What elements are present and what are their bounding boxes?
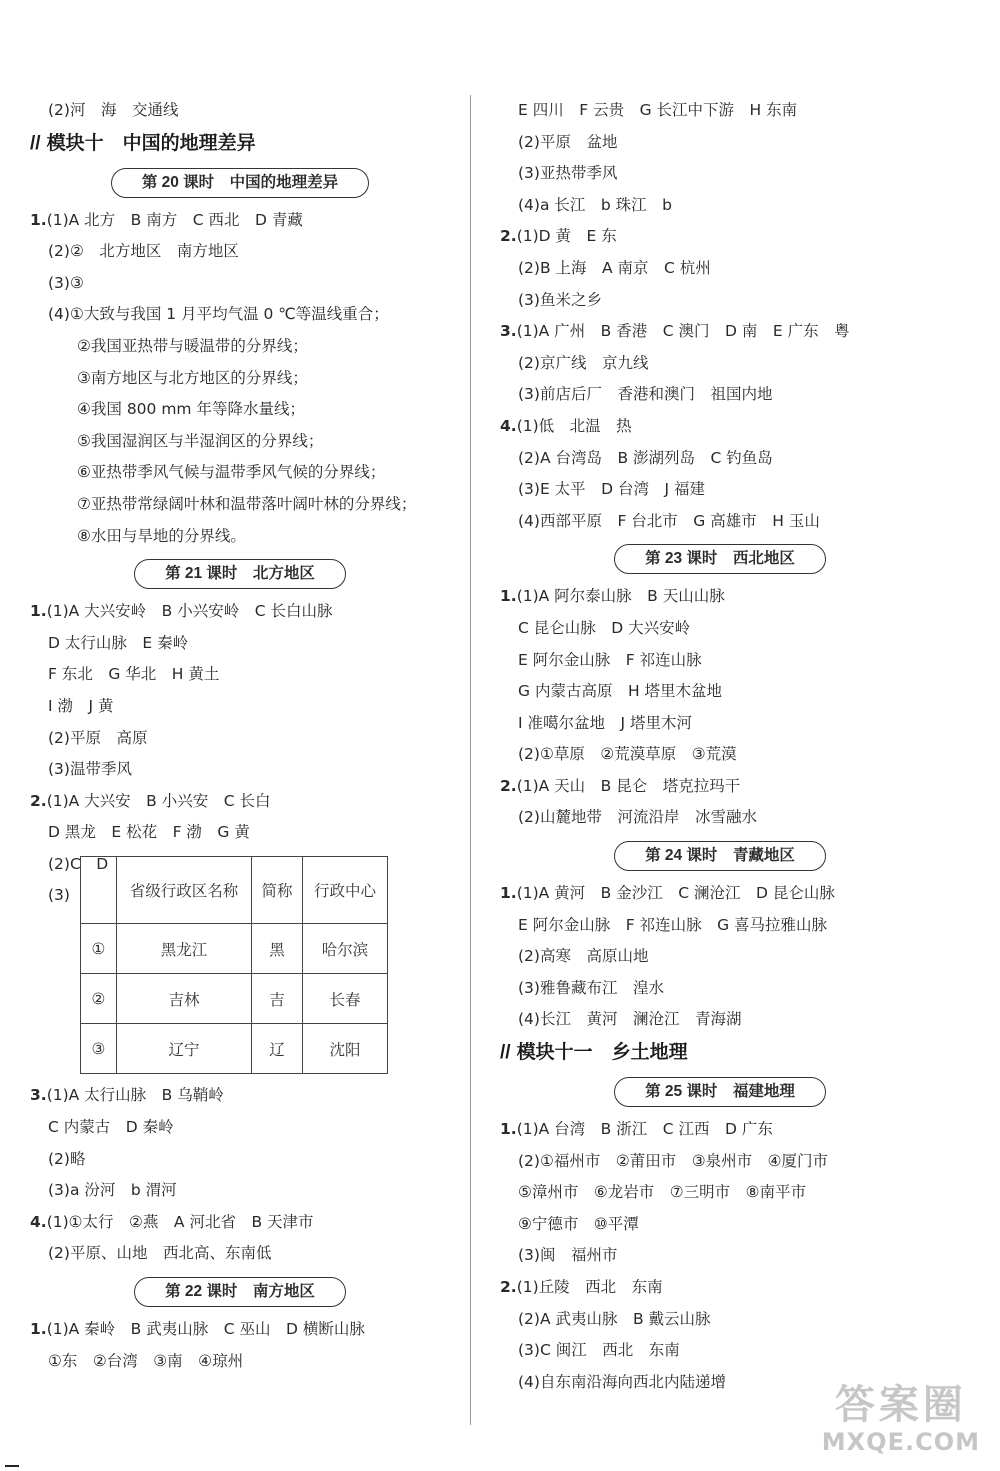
answer-text: (3)前店后厂 香港和澳门 祖国内地: [518, 385, 773, 404]
answer-line: [500, 739, 940, 771]
answer-text: (3)雅鲁藏布江 湟水: [518, 978, 664, 997]
answer-text: (1)A 北方 B 南方 C 西北 D 青藏: [46, 210, 303, 229]
table-cell: ③: [81, 1024, 117, 1074]
answer-text: (2)河 海 交通线: [48, 101, 179, 119]
table-cell: 辽宁: [117, 1024, 252, 1074]
question-number: 1.: [30, 210, 47, 229]
table-cell: 吉林: [117, 974, 252, 1024]
answer-line: [500, 771, 940, 803]
table-header-cell: [81, 857, 117, 924]
answer-line: [500, 941, 940, 973]
answer-text: (3)温带季风: [48, 760, 132, 779]
table-cell: ②: [81, 974, 117, 1024]
table-header-row: [81, 857, 388, 924]
answer-line: [500, 1335, 940, 1367]
question-number: 2.: [500, 1278, 517, 1296]
answer-line: [500, 708, 940, 740]
answer-line: [500, 1304, 940, 1336]
answer-line: [500, 645, 940, 677]
question-number: 3.: [500, 322, 517, 341]
answer-text: (1)A 大兴安 B 小兴安 C 长白: [46, 791, 271, 810]
answer-line: [500, 190, 940, 222]
answer-line: [30, 299, 450, 331]
answer-text: (2)高寒 高原山地: [518, 947, 649, 966]
table-row: [81, 974, 388, 1024]
answer-text: (1)低 北温 热: [516, 416, 632, 435]
answer-line: [30, 596, 450, 628]
answer-line: [30, 236, 450, 268]
answer-line: [30, 426, 450, 458]
answer-line: [500, 443, 940, 475]
answer-line: [30, 628, 450, 660]
table-header-cell: 行政中心: [303, 857, 388, 924]
module-title: 模块十一 乡土地理: [516, 1042, 688, 1064]
answer-text: G 内蒙古高原 H 塔里木盆地: [518, 682, 723, 701]
answer-text: (3)a 汾河 b 渭河: [48, 1181, 177, 1200]
answer-text: (1)A 秦岭 B 武夷山脉 C 巫山 D 横断山脉: [46, 1320, 365, 1339]
answer-text: ④我国 800 mm 年等降水量线；: [77, 400, 305, 419]
answer-line: [500, 316, 940, 348]
answer-text: (1)A 太行山脉 B 乌鞘岭: [46, 1086, 224, 1105]
answer-line: [30, 691, 450, 723]
answer-line: [30, 1080, 450, 1112]
answer-line: [500, 878, 940, 910]
answer-text: C 昆仑山脉 D 大兴安岭: [518, 618, 691, 637]
answer-text: D 太行山脉 E 秦岭: [48, 633, 189, 652]
answer-line: [30, 394, 450, 426]
watermark: [822, 1382, 980, 1456]
answer-line: [500, 910, 940, 942]
table-cell: 长春: [303, 974, 388, 1024]
answer-line: [500, 506, 940, 538]
answer-text: (4)西部平原 F 台北市 G 高雄市 H 玉山: [518, 511, 820, 530]
module-title: 模块十 中国的地理差异: [46, 132, 256, 154]
answer-text: (1)A 台湾 B 浙江 C 江西 D 广东: [516, 1120, 773, 1139]
answer-line: [500, 613, 940, 645]
answer-text: (1)D 黄 E 东: [516, 227, 617, 246]
answer-text: (3)鱼米之乡: [518, 290, 602, 309]
answer-line: [30, 1207, 450, 1239]
module-slash-mark: //: [30, 132, 41, 154]
answer-line: [30, 268, 450, 300]
table-cell: 黑: [252, 924, 303, 974]
answer-text: (4)长江 黄河 澜沧江 青海湖: [518, 1010, 742, 1029]
lesson-title-pill: 第 23 课时 西北地区: [614, 544, 826, 574]
lesson-heading: [500, 1070, 940, 1114]
lesson-title-pill: 第 24 课时 青藏地区: [614, 841, 826, 871]
answer-text: ⑤我国湿润区与半湿润区的分界线；: [77, 431, 324, 450]
answer-text: ②我国亚热带与暖温带的分界线；: [77, 336, 308, 355]
answer-text: (1)A 黄河 B 金沙江 C 澜沧江 D 昆仑山脉: [516, 884, 835, 903]
lesson-heading: [30, 552, 450, 596]
answer-text: (3)C 闽江 西北 东南: [518, 1341, 680, 1360]
lesson-title-pill: 第 21 课时 北方地区: [134, 559, 346, 589]
answer-text: E 四川 F 云贵 G 长江中下游 H 东南: [518, 101, 798, 119]
answer-text: (2)京广线 京九线: [518, 353, 649, 372]
answer-text: ⑨宁德市 ⑩平潭: [518, 1214, 639, 1233]
answer-line: [500, 474, 940, 506]
lesson-title-pill: 第 20 课时 中国的地理差异: [111, 168, 369, 198]
answer-line: [500, 127, 940, 159]
answer-line: [500, 1114, 940, 1146]
answer-line: [30, 723, 450, 755]
answer-text: (3)E 太平 D 台湾 J 福建: [518, 480, 706, 499]
answer-line: [30, 817, 450, 849]
right-column: [500, 95, 940, 1398]
answer-text: (1)A 天山 B 昆仑 塔克拉玛干: [516, 776, 741, 795]
module-heading: [30, 127, 450, 161]
answer-text: (2)平原 高原: [48, 728, 148, 747]
answer-text: (4)a 长江 b 珠江 b: [518, 195, 672, 214]
answer-text: (1)①太行 ②燕 A 河北省 B 天津市: [46, 1212, 314, 1231]
answer-line: [30, 1175, 450, 1207]
answer-line: [30, 95, 450, 127]
column-divider: [470, 95, 471, 1425]
lesson-title-pill: 第 25 课时 福建地理: [614, 1077, 826, 1107]
answer-line: [30, 1238, 450, 1270]
answer-text: (1)丘陵 西北 东南: [516, 1278, 663, 1296]
answer-line: [30, 363, 450, 395]
answer-text: (1)A 大兴安岭 B 小兴安岭 C 长白山脉: [46, 602, 333, 621]
answer-line: [30, 786, 450, 818]
answer-line: [500, 1209, 940, 1241]
answer-line: [30, 521, 450, 553]
answer-line: [500, 348, 940, 380]
page-footer-mark: [5, 1465, 19, 1467]
lesson-heading: [30, 161, 450, 205]
answer-line: [500, 1272, 940, 1304]
question-number: 1.: [30, 1320, 47, 1339]
watermark-title: 答案圈: [834, 1382, 967, 1428]
answer-text: E 阿尔金山脉 F 祁连山脉: [518, 650, 702, 669]
question-number: 1.: [500, 587, 517, 606]
answer-text: (4)①大致与我国 1 月平均气温 0 ℃等温线重合；: [48, 305, 389, 324]
answer-text: ①东 ②台湾 ③南 ④琼州: [48, 1351, 244, 1370]
answer-text: E 阿尔金山脉 F 祁连山脉 G 喜马拉雅山脉: [518, 915, 828, 934]
table-cell: 吉: [252, 974, 303, 1024]
answer-line: [500, 1177, 940, 1209]
table-row: [81, 924, 388, 974]
answer-text: (2)略: [48, 1149, 86, 1168]
province-table: [80, 856, 388, 1074]
answer-text: (2)C D: [48, 854, 109, 873]
lesson-heading: [500, 537, 940, 581]
answer-line: [500, 1146, 940, 1178]
answer-line: [500, 802, 940, 834]
answer-line: [500, 95, 940, 127]
answer-text: C 内蒙古 D 秦岭: [48, 1118, 174, 1137]
answer-text: ⑧水田与旱地的分界线。: [77, 526, 246, 545]
question-number: 3.: [30, 1086, 47, 1105]
answer-text: (1)A 广州 B 香港 C 澳门 D 南 E 广东 粤: [516, 322, 850, 341]
answer-text: (2)①福州市 ②莆田市 ③泉州市 ④厦门市: [518, 1151, 829, 1170]
answer-line: [500, 973, 940, 1005]
answer-line: [500, 285, 940, 317]
table-row: [81, 1024, 388, 1074]
province-table-block: (3) 省级行政区名称 简称 行政中心 ① 黑龙江 黑 哈尔滨 ② 吉林 吉 长春 ③ 辽宁 辽 沈阳: [30, 880, 450, 1074]
answer-line: [500, 379, 940, 411]
watermark-url: MXQE.COM: [821, 1428, 980, 1456]
answer-line: [30, 1112, 450, 1144]
lesson-heading: [30, 1270, 450, 1314]
question-number: 1.: [500, 1120, 517, 1139]
question-number: 2.: [500, 227, 517, 246]
answer-text: (2)A 台湾岛 B 澎湖列岛 C 钓鱼岛: [518, 448, 773, 467]
answer-line: [30, 489, 450, 521]
answer-line: [500, 1004, 940, 1036]
answer-line: [500, 158, 940, 190]
answer-line: [500, 411, 940, 443]
module-slash-mark: //: [500, 1042, 511, 1064]
answer-line: [30, 1346, 450, 1378]
table-header-cell: 省级行政区名称: [117, 857, 252, 924]
answer-line: [30, 1314, 450, 1346]
lesson-title-pill: 第 22 课时 南方地区: [134, 1277, 346, 1307]
question-number: 2.: [500, 776, 517, 795]
table-cell: 辽: [252, 1024, 303, 1074]
answer-line: [500, 1240, 940, 1272]
answer-line: [30, 457, 450, 489]
answer-text: I 渤 J 黄: [48, 696, 114, 715]
answer-text: ⑤漳州市 ⑥龙岩市 ⑦三明市 ⑧南平市: [518, 1183, 807, 1202]
answer-text: ⑦亚热带常绿阔叶林和温带落叶阔叶林的分界线；: [77, 494, 417, 513]
table-cell: 黑龙江: [117, 924, 252, 974]
table-cell: 沈阳: [303, 1024, 388, 1074]
answer-text: (2)平原 盆地: [518, 132, 618, 151]
answer-text: (2)A 武夷山脉 B 戴云山脉: [518, 1309, 711, 1328]
answer-text: (2)山麓地带 河流沿岸 冰雪融水: [518, 808, 757, 827]
answer-text: F 东北 G 华北 H 黄土: [48, 665, 220, 684]
answer-text: (3)③: [48, 273, 84, 292]
answer-text: D 黑龙 E 松花 F 渤 G 黄: [48, 823, 250, 842]
answer-text: (1)A 阿尔泰山脉 B 天山山脉: [516, 587, 725, 606]
lesson-heading: [500, 834, 940, 878]
answer-text: (2)平原、山地 西北高、东南低: [48, 1244, 272, 1263]
table-header-cell: 简称: [252, 857, 303, 924]
answer-line: [500, 221, 940, 253]
answer-text: (2)② 北方地区 南方地区: [48, 242, 239, 261]
answer-text: (4)自东南沿海向西北内陆递增: [518, 1372, 726, 1391]
left-column: [30, 95, 450, 1377]
answer-text: (2)①草原 ②荒漠草原 ③荒漠: [518, 745, 737, 764]
question-number: 1.: [500, 884, 517, 903]
answer-text: ⑥亚热带季风气候与温带季风气候的分界线；: [77, 463, 386, 482]
table-cell: ①: [81, 924, 117, 974]
answer-line: [30, 205, 450, 237]
answer-line: [500, 253, 940, 285]
module-heading: [500, 1036, 940, 1070]
answer-text: I 准噶尔盆地 J 塔里木河: [518, 713, 692, 732]
answer-text: (3)闽 福州市: [518, 1246, 618, 1265]
answer-text: (2)B 上海 A 南京 C 杭州: [518, 258, 711, 277]
question-number: 4.: [500, 416, 517, 435]
table-cell: 哈尔滨: [303, 924, 388, 974]
question-number: 2.: [30, 791, 47, 810]
answer-line: [30, 331, 450, 363]
answer-text: (3)亚热带季风: [518, 164, 618, 183]
answer-line: [500, 676, 940, 708]
answer-line: [30, 754, 450, 786]
answer-line: [500, 581, 940, 613]
answer-text: ③南方地区与北方地区的分界线；: [77, 368, 308, 387]
answer-line: [30, 1144, 450, 1176]
answer-line: [30, 659, 450, 691]
question-number: 1.: [30, 602, 47, 621]
question-number: 4.: [30, 1212, 47, 1231]
